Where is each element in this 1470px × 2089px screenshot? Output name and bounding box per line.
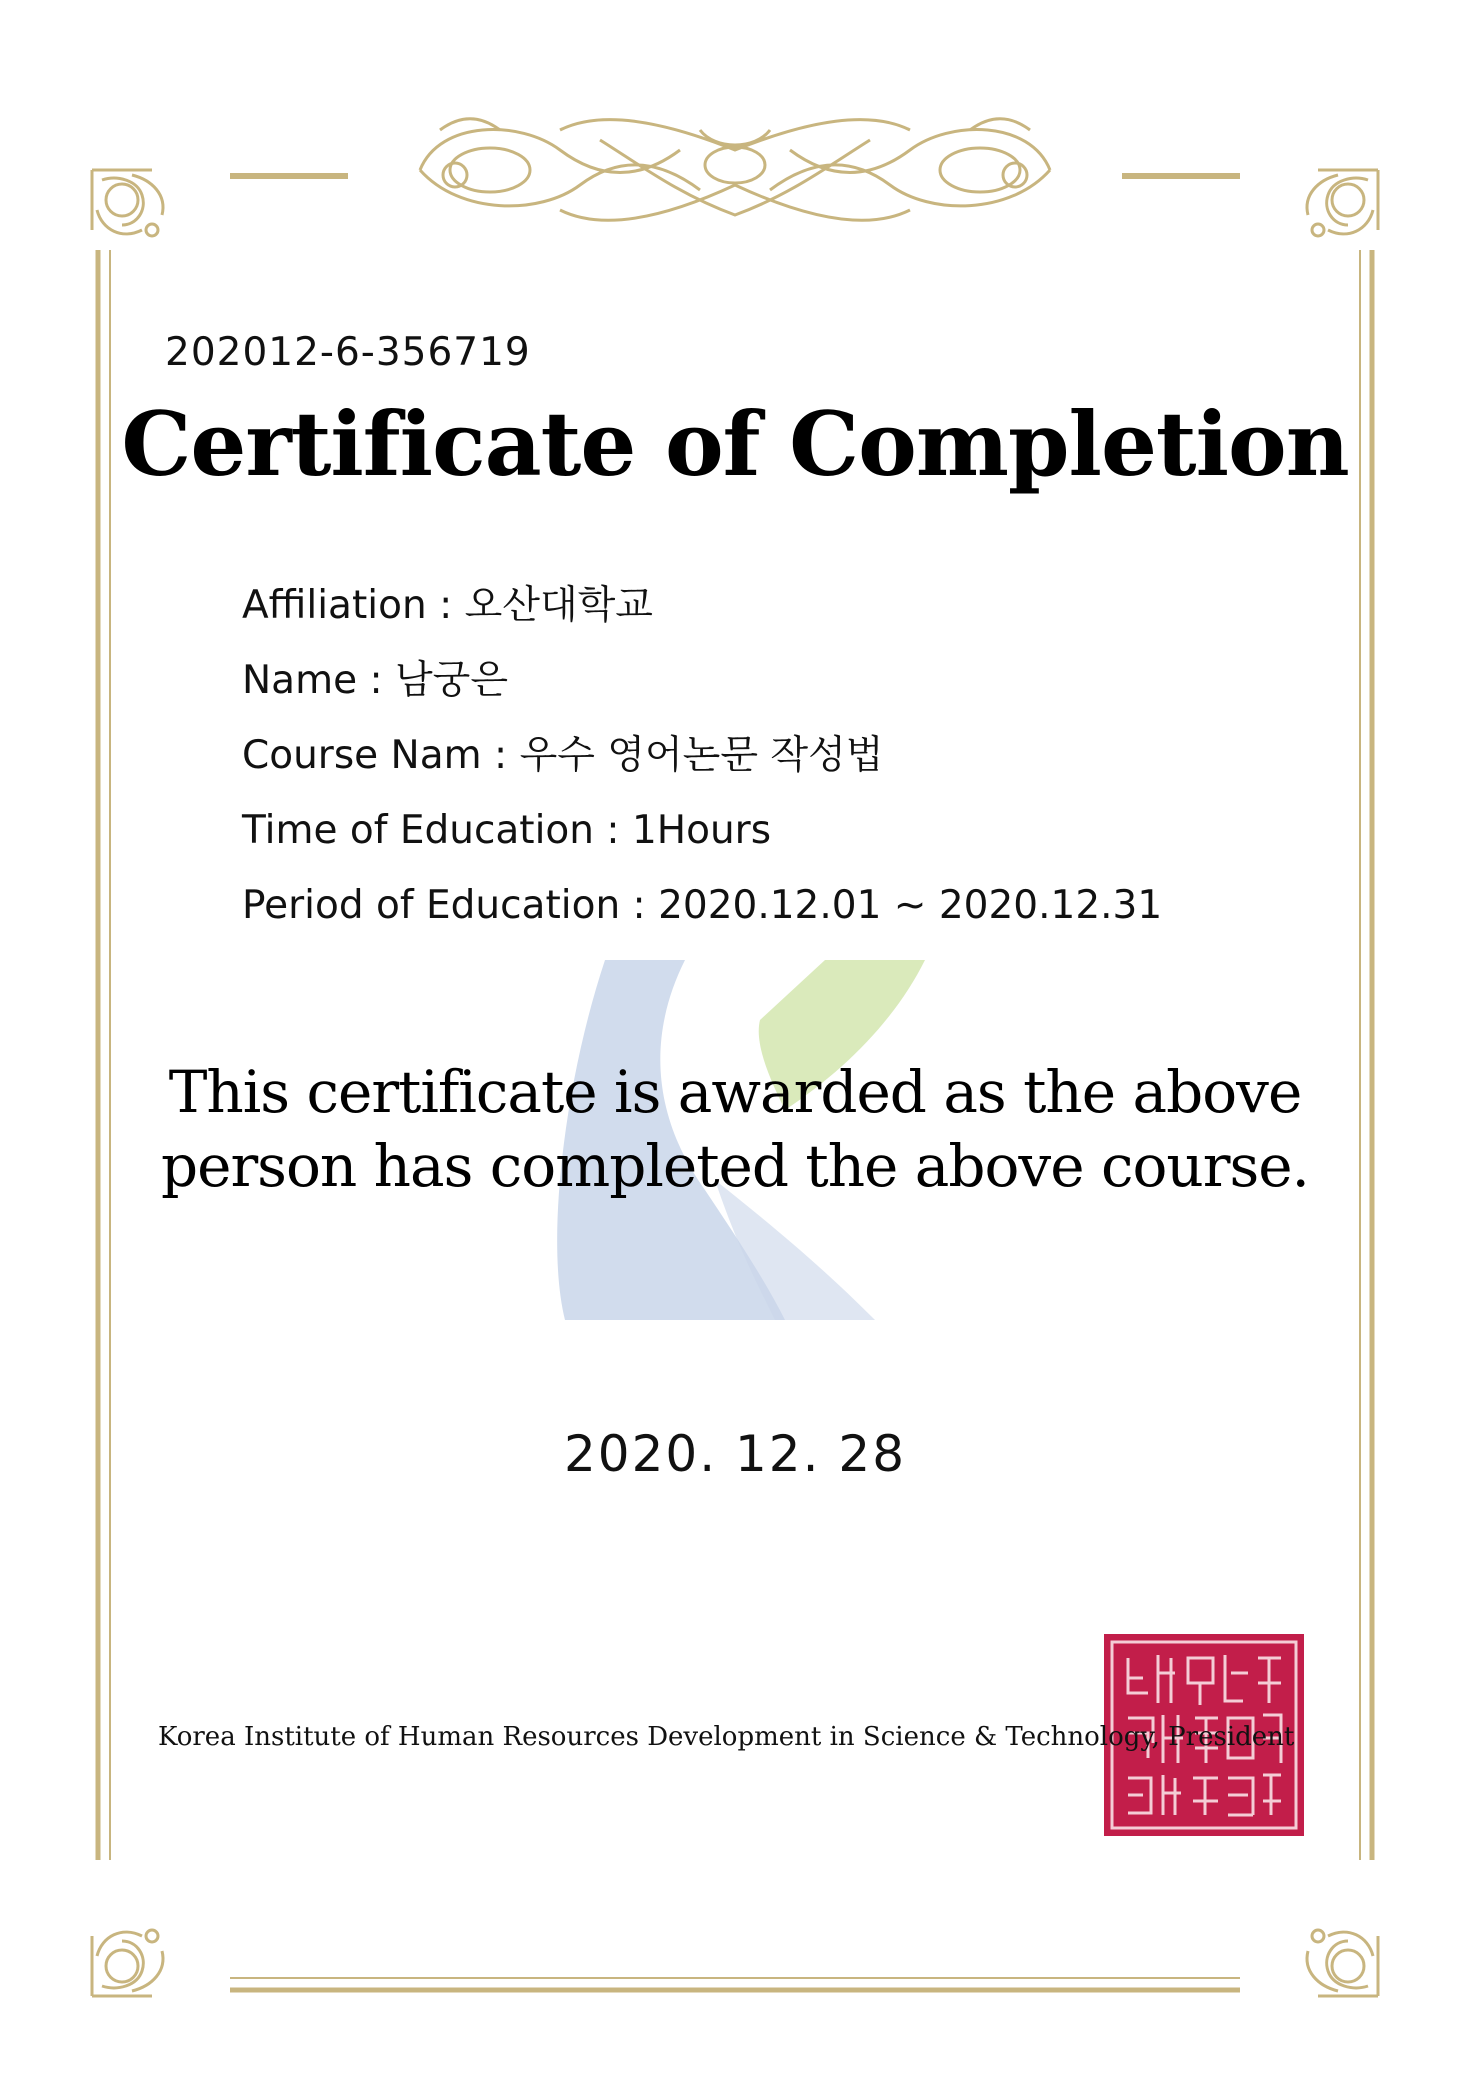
course-name-value: 우수 영어논문 작성법 bbox=[519, 733, 884, 778]
affiliation-value: 오산대학교 bbox=[464, 583, 653, 628]
award-statement-line-2: person has completed the above course. bbox=[161, 1132, 1309, 1200]
top-flourish-ornament bbox=[420, 119, 1050, 220]
education-time-label: Time of Education bbox=[242, 808, 594, 853]
name-label: Name bbox=[242, 658, 358, 703]
field-separator: : bbox=[594, 808, 632, 853]
field-separator: : bbox=[357, 658, 395, 703]
award-statement-line-1: This certificate is awarded as the above bbox=[168, 1058, 1302, 1126]
field-separator: : bbox=[481, 733, 520, 778]
education-time-field bbox=[242, 800, 1162, 875]
education-time-value: 1Hours bbox=[631, 808, 772, 853]
corner-ornament-bottom-right bbox=[1307, 1930, 1378, 1996]
corner-ornament-top-right bbox=[1307, 170, 1378, 236]
corner-ornament-bottom-left bbox=[92, 1930, 163, 1996]
certificate-title: Certificate of Completion bbox=[121, 392, 1349, 496]
education-period-value: 2020.12.01 ~ 2020.12.31 bbox=[658, 883, 1163, 928]
course-name-field bbox=[242, 725, 1162, 800]
affiliation-field bbox=[242, 575, 1162, 650]
corner-ornament-top-left bbox=[92, 170, 163, 236]
name-field bbox=[242, 650, 1162, 725]
issue-date: 2020. 12. 28 bbox=[563, 1425, 907, 1483]
field-separator: : bbox=[620, 883, 659, 928]
field-separator: : bbox=[426, 583, 465, 628]
affiliation-label: Affiliation bbox=[242, 583, 427, 628]
certificate-details bbox=[242, 575, 1162, 950]
issuer-signature-line: Korea Institute of Human Resources Development in Science & Technology, President bbox=[158, 1722, 1295, 1752]
education-period-field bbox=[242, 875, 1162, 950]
course-name-label: Course Nam bbox=[242, 733, 482, 778]
award-statement bbox=[0, 1055, 1470, 1203]
certificate-serial-number: 202012-6-356719 bbox=[165, 330, 531, 375]
name-value: 남궁은 bbox=[395, 658, 509, 703]
education-period-label: Period of Education bbox=[242, 883, 621, 928]
